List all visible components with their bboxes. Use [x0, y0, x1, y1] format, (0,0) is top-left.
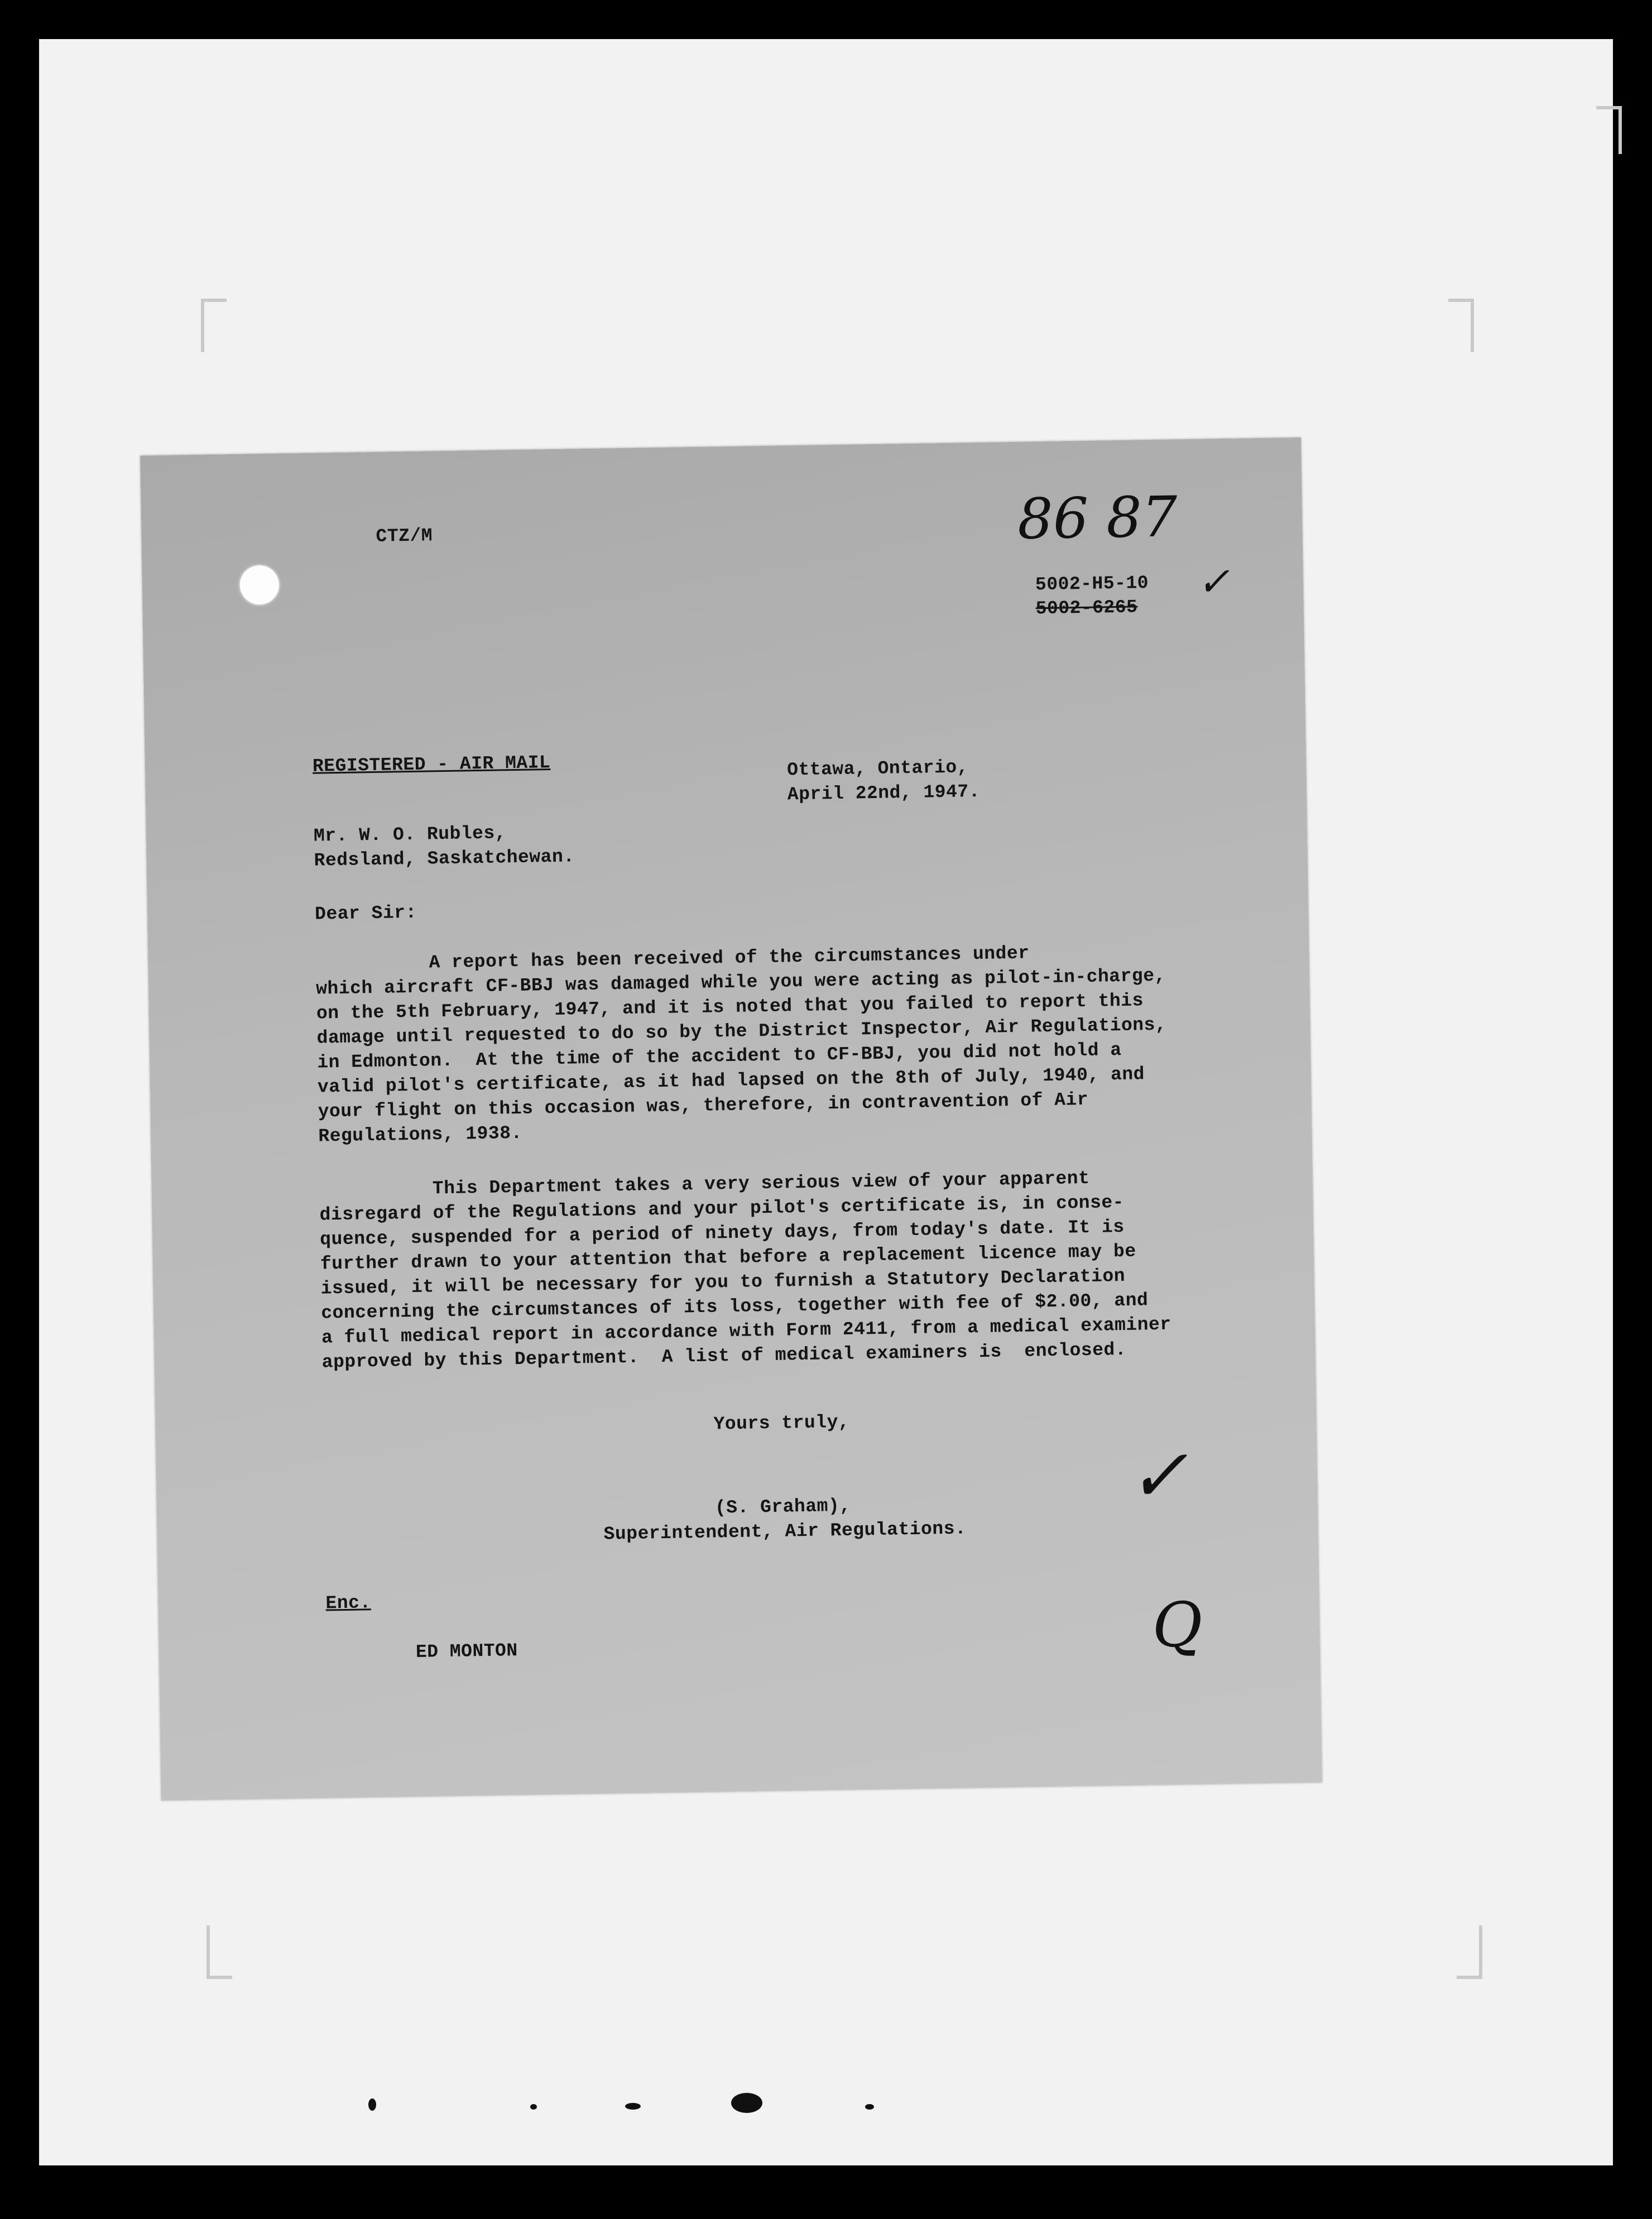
paragraph-line: in Edmonton. At the time of the accident to CF-BBJ, you did not hold a: [317, 1039, 1122, 1073]
film-speck: [625, 2103, 641, 2110]
file-number-old: 5002-6265: [1035, 597, 1138, 619]
paragraph-line: disregard of the Regulations and your pilot's certificate is, in conse-: [319, 1192, 1125, 1226]
handwritten-number: 86 87: [1017, 484, 1178, 552]
enclosure-note: Enc.: [325, 1592, 372, 1614]
initials-reference: CTZ/M: [376, 525, 433, 547]
film-speck: [731, 2093, 762, 2113]
handwritten-tick: ✓: [1197, 558, 1231, 605]
crop-mark-top-left: [201, 299, 227, 352]
punch-hole: [239, 565, 279, 605]
film-speck: [530, 2104, 537, 2110]
recipient-address: Redsland, Saskatchewan.: [314, 846, 575, 871]
letter-page: [140, 438, 1322, 1800]
signer-title: Superintendent, Air Regulations.: [603, 1518, 967, 1545]
paragraph-line: quence, suspended for a period of ninety days, from today's date. It is: [320, 1216, 1125, 1250]
paragraph-line: on the 5th February, 1947, and it is noted that you failed to report this: [316, 990, 1144, 1024]
letter-place: Ottawa, Ontario,: [786, 757, 969, 781]
paragraph-line: issued, it will be necessary for you to furnish a Statutory Declaration: [320, 1265, 1126, 1299]
film-speck: [368, 2098, 376, 2111]
closing: Yours truly,: [713, 1411, 850, 1435]
handwritten-mark: ✓: [1126, 1433, 1189, 1519]
letter-date: April 22nd, 1947.: [787, 781, 981, 805]
paragraph-line: a full medical report in accordance with Form 2411, from a medical examiner: [321, 1314, 1171, 1348]
copy-to: ED MONTON: [415, 1640, 518, 1663]
crop-mark-frame-corner: [1596, 106, 1622, 154]
crop-mark-bottom-right: [1457, 1925, 1482, 1979]
film-speck: [865, 2104, 874, 2110]
mailing-method: REGISTERED - AIR MAIL: [312, 752, 551, 777]
crop-mark-bottom-left: [206, 1925, 232, 1979]
salutation: Dear Sir:: [314, 902, 417, 925]
paragraph-line: This Department takes a very serious view of your apparent: [319, 1168, 1090, 1201]
file-number: 5002-H5-10: [1035, 573, 1149, 595]
signer-name: (S. Graham),: [714, 1495, 851, 1519]
paragraph-line: valid pilot's certificate, as it had lapsed on the 8th of July, 1940, and: [317, 1064, 1145, 1098]
paragraph-line: Regulations, 1938.: [318, 1122, 523, 1147]
paragraph-line: your flight on this occasion was, therefore, in contravention of Air: [318, 1089, 1089, 1122]
handwritten-initial: Q: [1151, 1588, 1203, 1661]
crop-mark-top-right: [1448, 299, 1474, 352]
paragraph-line: A report has been received of the circumstances under: [315, 943, 1030, 975]
recipient-name: Mr. W. O. Rubles,: [313, 823, 507, 847]
paragraph-line: further drawn to your attention that before a replacement licence may be: [320, 1241, 1136, 1275]
paragraph-line: damage until requested to do so by the District Inspector, Air Regulations,: [316, 1014, 1167, 1049]
paragraph-line: concerning the circumstances of its loss, together with fee of $2.00, and: [321, 1290, 1149, 1324]
paragraph-line: approved by this Department. A list of medical examiners is enclosed.: [321, 1339, 1127, 1373]
paragraph-line: which aircraft CF-BBJ was damaged while you were acting as pilot-in-charge,: [315, 965, 1166, 1000]
